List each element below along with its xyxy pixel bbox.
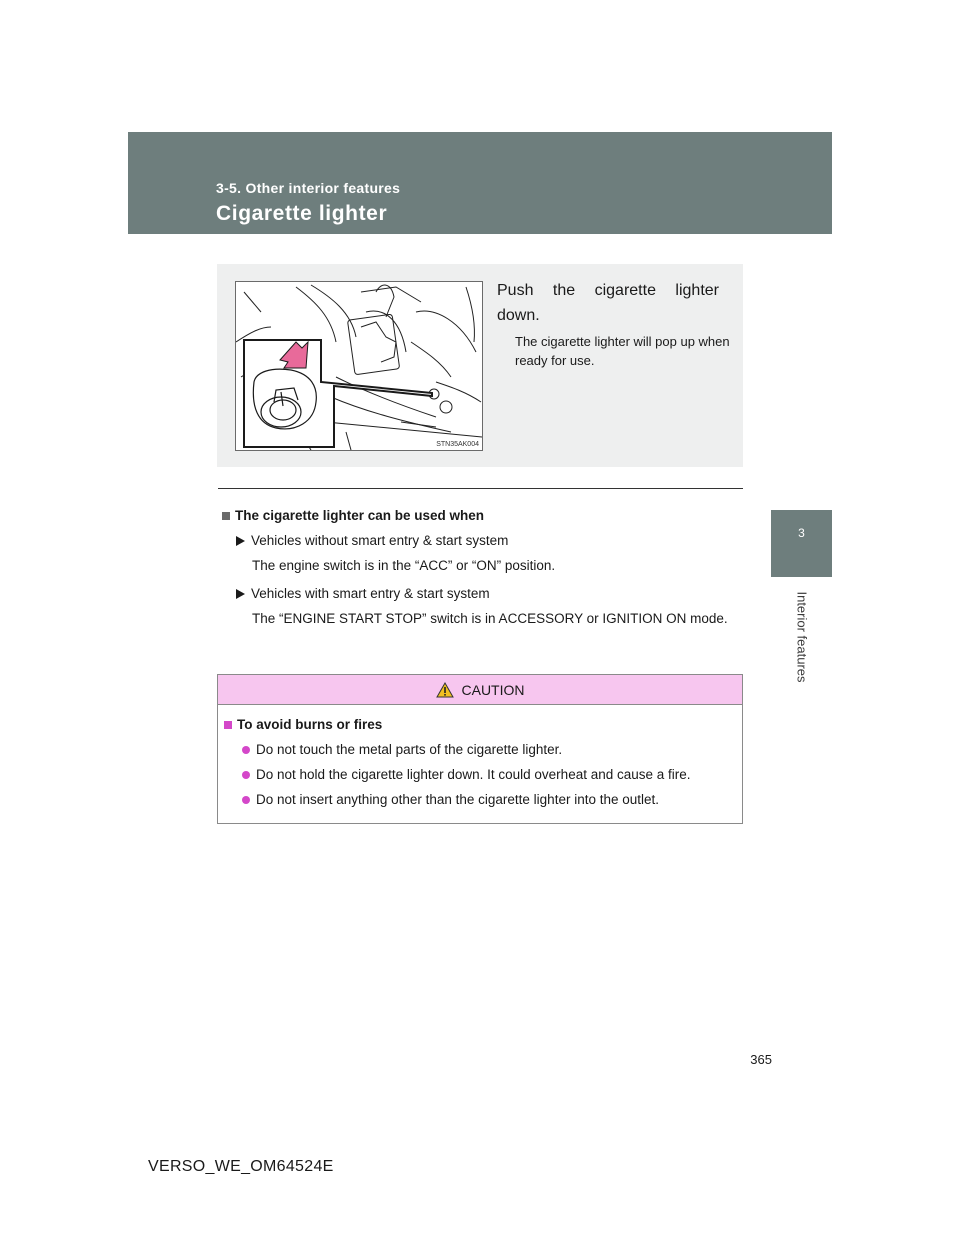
console-drawing bbox=[236, 282, 482, 450]
step-instruction-line2: down. bbox=[497, 307, 540, 324]
triangle-bullet-icon bbox=[236, 536, 245, 546]
caution-item bbox=[242, 767, 742, 782]
caution-item-text: Do not insert anything other than the cigarette lighter into the outlet. bbox=[256, 792, 660, 807]
condition-text: The engine switch is in the “ACC” or “ON” position. bbox=[252, 558, 556, 573]
usage-heading bbox=[222, 508, 742, 523]
caution-item-text: Do not touch the metal parts of the cigarette lighter. bbox=[256, 742, 563, 757]
usage-heading-text: The cigarette lighter can be used when bbox=[235, 508, 485, 523]
illustration-panel bbox=[217, 264, 743, 467]
dot-bullet-icon bbox=[242, 796, 250, 804]
condition-label bbox=[236, 533, 742, 548]
step-note: The cigarette lighter will pop up when ready for use. bbox=[515, 334, 730, 368]
square-bullet-icon bbox=[224, 721, 232, 729]
condition-label-text: Vehicles without smart entry & start system bbox=[251, 533, 509, 548]
chapter-side-label bbox=[792, 582, 812, 692]
condition-label bbox=[236, 586, 742, 601]
dot-bullet-icon bbox=[242, 746, 250, 754]
caution-box bbox=[217, 674, 743, 824]
condition-label-text: Vehicles with smart entry & start system bbox=[251, 586, 490, 601]
step-instruction-line1: Push the cigarette lighter bbox=[497, 282, 719, 299]
caution-item bbox=[242, 792, 742, 807]
condition-text: The “ENGINE START STOP” switch is in ACCESSORY or IGNITION ON mode. bbox=[252, 611, 728, 626]
triangle-bullet-icon bbox=[236, 589, 245, 599]
caution-subheading-text: To avoid burns or fires bbox=[237, 717, 383, 732]
illustration-code: STN35AK004 bbox=[436, 441, 479, 448]
square-bullet-icon bbox=[222, 512, 230, 520]
caution-title: CAUTION bbox=[461, 681, 525, 698]
chapter-side-label-text: Interior features bbox=[794, 591, 810, 683]
document-id: VERSO_WE_OM64524E bbox=[148, 1158, 334, 1175]
caution-subheading bbox=[224, 717, 742, 732]
caution-body bbox=[218, 705, 742, 807]
section-label: 3-5. Other interior features bbox=[216, 180, 401, 196]
dot-bullet-icon bbox=[242, 771, 250, 779]
caution-item-text: Do not hold the cigarette lighter down. It could overheat and cause a fire. bbox=[256, 767, 691, 782]
cigarette-lighter-illustration bbox=[235, 281, 483, 451]
chapter-number: 3 bbox=[798, 526, 805, 540]
usage-conditions bbox=[222, 508, 742, 629]
chapter-tab[interactable] bbox=[771, 510, 832, 577]
section-divider bbox=[218, 488, 743, 489]
caution-item bbox=[242, 742, 742, 757]
page-number: 365 bbox=[750, 1052, 772, 1067]
caution-header bbox=[218, 675, 742, 705]
warning-triangle-icon bbox=[436, 682, 454, 698]
chapter-header bbox=[128, 132, 832, 234]
page-title: Cigarette lighter bbox=[216, 202, 388, 225]
